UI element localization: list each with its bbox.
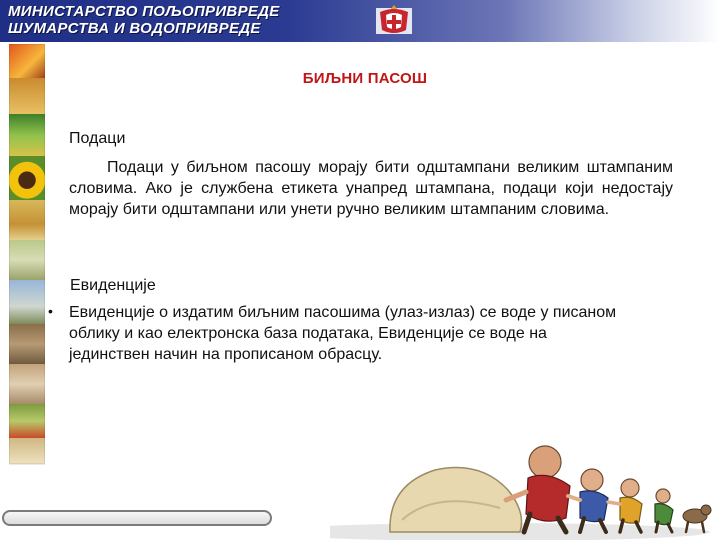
section-heading-data: Подаци [69, 130, 126, 147]
slide-title: БИЉНИ ПАСОШ [302, 70, 428, 87]
ministry-name-line2: ШУМАРСТВА И ВОДОПРИВРЕДЕ [8, 20, 261, 37]
section-text-data: Подаци у биљном пасошу морају бити одштампани великим штампаним словима. Ако је службена етикета унапред штампана, подаци који недостају морају бити одштампани или унети ручно великим штампаним словима. [69, 159, 673, 218]
header-banner [0, 0, 720, 42]
rounded-bar-icon [2, 510, 272, 526]
ministry-name [8, 3, 280, 37]
people-pulling-turnip-icon [330, 400, 720, 540]
bullet-marker: • [48, 303, 53, 319]
ministry-name-line1: МИНИСТАРСТВО ПОЉОПРИВРЕДЕ [8, 3, 280, 20]
section-text-records: Евиденције о издатим биљним пасошима (улаз-излаз) се воде у писаном облику и као електронска база података, Евиденције се воде на јединствен начин на прописаном обрасцу. [69, 304, 617, 363]
serbian-coat-of-arms-icon [372, 2, 416, 40]
agriculture-photo-strip-icon [9, 44, 45, 464]
section-heading-records: Евиденције [70, 277, 156, 294]
